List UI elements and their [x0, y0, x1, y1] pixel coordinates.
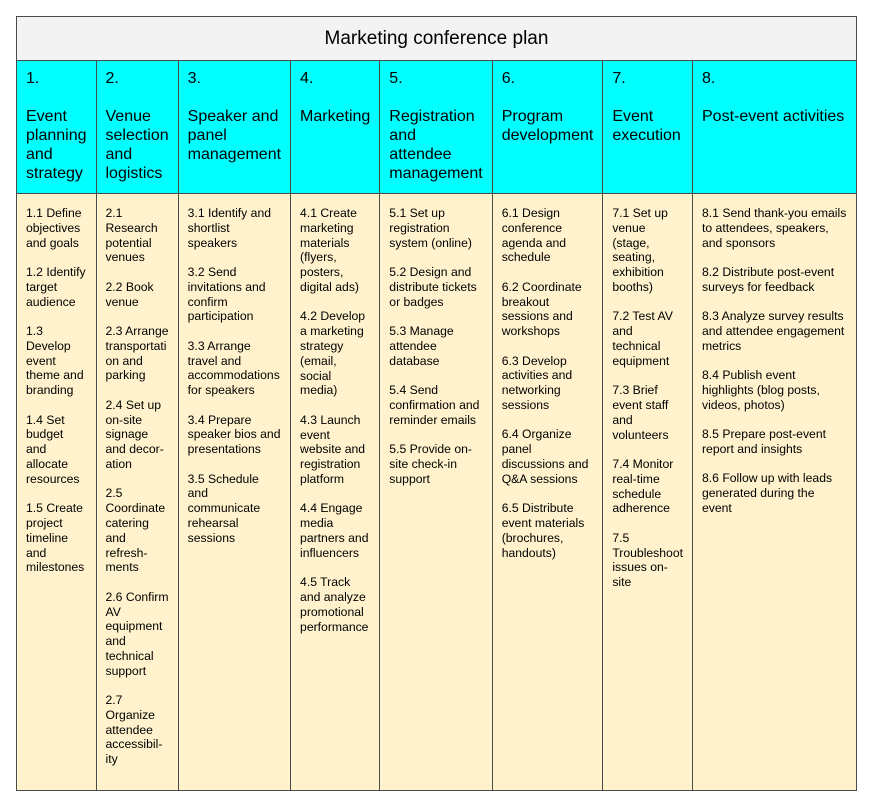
- phase-tasks-2: [97, 194, 178, 790]
- task-item: 7.2 Test AV and technical equipment: [612, 309, 673, 368]
- task-item: 5.3 Manage attendee database: [389, 323, 454, 368]
- task-item: 4.3 Launch event website and registration platform: [300, 412, 366, 486]
- phase-tasks-5: [380, 194, 491, 790]
- task-item: 4.2 Develop a marketing strategy (email, social media): [300, 309, 366, 398]
- phase-title: Marketing: [300, 108, 371, 125]
- phase-header-6: [493, 61, 603, 194]
- task-item: 6.5 Distribute event materials (brochures, handouts): [501, 501, 585, 560]
- phase-tasks-7: [603, 194, 692, 790]
- phase-header-3: [179, 61, 290, 194]
- task-item: 7.5 Troubleshoot issues on-site: [612, 530, 683, 590]
- phase-number: 5.: [389, 70, 403, 87]
- task-item: 2.3 Arrange transportati on and parking: [105, 323, 169, 383]
- task-item: 1.2 Identify target audience: [26, 264, 86, 309]
- task-item: 2.1 Research potential venues: [105, 206, 158, 265]
- task-item: 6.3 Develop activities and networking sessions: [501, 353, 573, 412]
- task-item: 7.1 Set up venue (stage, seating, exhibition booths): [612, 206, 668, 294]
- phase-column-6: [493, 61, 604, 790]
- task-item: 8.2 Distribute post-event surveys for feedback: [702, 264, 835, 294]
- task-item: 4.1 Create marketing materials (flyers, posters, digital ads): [300, 206, 359, 294]
- task-item: 8.4 Publish event highlights (blog posts, videos, photos): [702, 368, 820, 412]
- phase-tasks-3: [179, 194, 290, 790]
- task-item: 6.1 Design conference agenda and schedule: [501, 206, 567, 265]
- task-item: 3.5 Schedule and communicate rehearsal sessions: [187, 471, 261, 545]
- phase-column-2: [97, 61, 179, 790]
- phase-number: 4.: [300, 70, 314, 87]
- task-item: 1.4 Set budget and allocate resources: [26, 412, 80, 486]
- phase-header-5: [380, 61, 491, 194]
- task-item: 4.5 Track and analyze promotional performance: [300, 575, 369, 634]
- phase-title: Post-event activities: [702, 108, 845, 125]
- task-item: 2.4 Set up on-site signage and decor-ation: [105, 397, 164, 471]
- phase-tasks-6: [493, 194, 603, 790]
- task-item: 1.1 Define objectives and goals: [26, 206, 82, 250]
- phase-number: 3.: [187, 70, 201, 87]
- phase-header-7: [603, 61, 692, 194]
- task-item: 2.6 Confirm AV equipment and technical support: [105, 589, 169, 678]
- task-item: 6.4 Organize panel discussions and Q&A sessions: [501, 427, 589, 486]
- phase-number: 7.: [612, 70, 626, 87]
- phase-header-2: [97, 61, 178, 194]
- task-item: 5.2 Design and distribute tickets or badges: [389, 264, 477, 309]
- phase-column-1: [17, 61, 97, 790]
- phase-tasks-1: [17, 194, 96, 790]
- task-item: 2.2 Book venue: [105, 279, 154, 309]
- phase-columns: [17, 61, 856, 790]
- task-item: 3.3 Arrange travel and accommodations for speakers: [187, 338, 280, 398]
- phase-title: Speaker and panel management: [187, 108, 282, 163]
- task-item: 3.2 Send invitations and confirm participation: [187, 264, 266, 324]
- task-item: 2.5 Coordinate catering and refresh-ments: [105, 486, 166, 575]
- phase-tasks-4: [291, 194, 379, 790]
- phase-title: Program development: [501, 108, 594, 144]
- phase-tasks-8: [693, 194, 856, 790]
- phase-number: 2.: [105, 70, 119, 87]
- phase-number: 1.: [26, 70, 40, 87]
- task-item: 5.4 Send confirmation and reminder emails: [389, 382, 480, 427]
- task-item: 8.3 Analyze survey results and attendee engagement metrics: [702, 309, 845, 353]
- task-item: 7.3 Brief event staff and volunteers: [612, 383, 669, 442]
- task-item: 2.7 Organize attendee accessibil-ity: [105, 693, 163, 767]
- phase-header-1: [17, 61, 96, 194]
- task-item: 8.6 Follow up with leads generated during the event: [702, 471, 833, 515]
- phase-column-8: [693, 61, 856, 790]
- plan-title: Marketing conference plan: [17, 17, 856, 61]
- phase-column-5: [380, 61, 492, 790]
- task-item: 4.4 Engage media partners and influencers: [300, 501, 369, 560]
- task-item: 3.1 Identify and shortlist speakers: [187, 206, 271, 250]
- task-item: 6.2 Coordinate breakout sessions and workshops: [501, 279, 582, 339]
- phase-column-4: [291, 61, 380, 790]
- phase-column-3: [179, 61, 291, 790]
- phase-number: 6.: [501, 70, 516, 87]
- task-item: 7.4 Monitor real-time schedule adherence: [612, 456, 674, 516]
- phase-header-8: [693, 61, 856, 194]
- phase-header-4: [291, 61, 379, 194]
- phase-title: Registration and attendee management: [389, 108, 483, 182]
- task-item: 1.3 Develop event theme and branding: [26, 323, 84, 398]
- phase-title: Event planning and strategy: [26, 108, 87, 182]
- phase-column-7: [603, 61, 693, 790]
- task-item: 5.1 Set up registration system (online): [389, 206, 472, 250]
- task-item: 1.5 Create project timeline and milestones: [26, 501, 85, 575]
- conference-plan-table: [16, 16, 857, 791]
- task-item: 5.5 Provide on-site check-in support: [389, 441, 472, 486]
- phase-title: Event execution: [612, 108, 681, 144]
- phase-number: 8.: [702, 70, 716, 87]
- task-item: 8.1 Send thank-you emails to attendees, speakers, and sponsors: [702, 206, 847, 250]
- task-item: 3.4 Prepare speaker bios and presentations: [187, 412, 281, 457]
- phase-title: Venue selection and logistics: [105, 108, 169, 182]
- task-item: 8.5 Prepare post-event report and insights: [702, 427, 826, 456]
